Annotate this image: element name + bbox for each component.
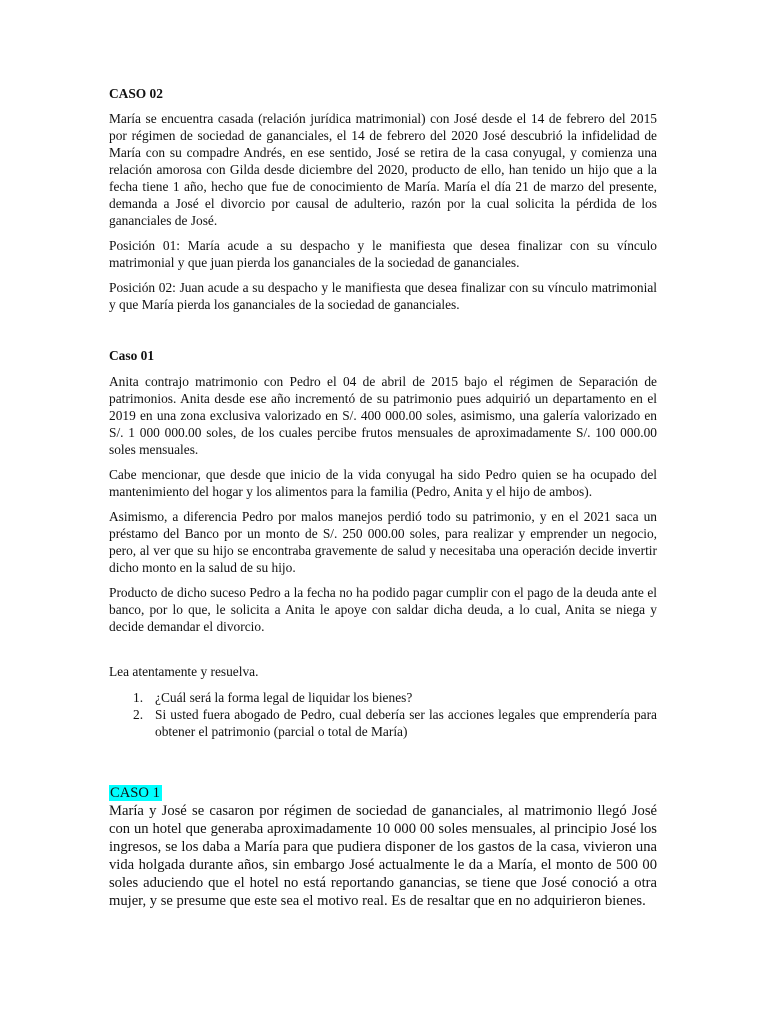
caso02-title: CASO 02 <box>109 86 163 101</box>
caso1-title <box>109 784 657 802</box>
caso02-position-2: Posición 02: Juan acude a su despacho y le manifiesta que desea finalizar con su vínculo matrimonial y que María pierda los gananciales de la sociedad de gananciales. <box>109 280 657 312</box>
caso01-paragraph-1: Anita contrajo matrimonio con Pedro el 04 de abril de 2015 bajo el régimen de Separación de patrimonios. Anita desde ese año incrementó de su patrimonio pues adquirió un departamento en el 2019 en una zona exclusiva valorizado en S/. 400 000.00 soles, asimismo, una galería valorizado en S/. 1 000 000.00 soles, de los cuales percibe frutos mensuales de aproximadamente S/. 100 000.00 soles mensuales. <box>109 374 657 457</box>
list-item <box>109 706 657 740</box>
list-item-text: Si usted fuera abogado de Pedro, cual debería ser las acciones legales que emprendería para obtener el patrimonio (parcial o total de María) <box>155 707 657 739</box>
caso01-paragraph-3: Asimismo, a diferencia Pedro por malos manejos perdió todo su patrimonio, y en el 2021 saca un préstamo del Banco por un monto de S/. 250 000.00 soles, para realizar y emprender un negocio, pero, al ver que su hijo se encontraba gravemente de salud y necesitaba una operación decide invertir dicho monto en la salud de su hijo. <box>109 509 657 575</box>
list-item-number: 1. <box>133 690 144 705</box>
instructions-intro: Lea atentamente y resuelva. <box>109 664 259 679</box>
caso1-body: María y José se casaron por régimen de sociedad de gananciales, al matrimonio llegó José con un hotel que generaba aproximadamente 10 000 00 soles mensuales, al principio José los ingresos, se los daba a María para que pudiera disponer de los gastos de la casa, vivieron una vida holgada durante años, sin embargo José actualmente le da a María, el monto de 500 00 soles aduciendo que el hotel no está reportando ganancias, se tiene que José conoció a otra mujer, y se presume que este sea el motivo real. Es de resaltar que en no adquirieron bienes. <box>109 803 657 909</box>
caso01-title: Caso 01 <box>109 348 155 363</box>
list-item-number: 2. <box>133 707 144 722</box>
caso1-title-highlight: CASO 1 <box>110 785 160 801</box>
document-page <box>109 85 657 910</box>
caso01-paragraph-4: Producto de dicho suceso Pedro a la fecha no ha podido pagar cumplir con el pago de la deuda ante el banco, por lo que, le solicita a Anita le apoye con saldar dicha deuda, a lo cual, Anita se niega y decide demandar el divorcio. <box>109 585 657 634</box>
list-item-text: ¿Cuál será la forma legal de liquidar los bienes? <box>155 690 413 705</box>
caso02-paragraph-1: María se encuentra casada (relación jurídica matrimonial) con José desde el 14 de febrero del 2015 por régimen de sociedad de gananciales, el 14 de febrero del 2020 José descubrió la infidelidad de María con su compadre Andrés, en ese sentido, José se retira de la casa conyugal, y comienza una relación amorosa con Gilda desde diciembre del 2020, producto de ello, han tenido un hijo que a la fecha tiene 1 año, hecho que fue de conocimiento de María. María el día 21 de marzo del presente, demanda a José el divorcio por causal de adulterio, razón por la cual solicita la pérdida de los gananciales de José. <box>109 111 657 228</box>
questions-list <box>109 689 657 740</box>
caso01-paragraph-2: Cabe mencionar, que desde que inicio de la vida conyugal ha sido Pedro quien se ha ocupado del mantenimiento del hogar y los alimentos para la familia (Pedro, Anita y el hijo de ambos). <box>109 467 657 499</box>
list-item <box>109 689 657 706</box>
caso02-position-1: Posición 01: María acude a su despacho y le manifiesta que desea finalizar con su vínculo matrimonial y que juan pierda los gananciales de la sociedad de gananciales. <box>109 238 657 270</box>
